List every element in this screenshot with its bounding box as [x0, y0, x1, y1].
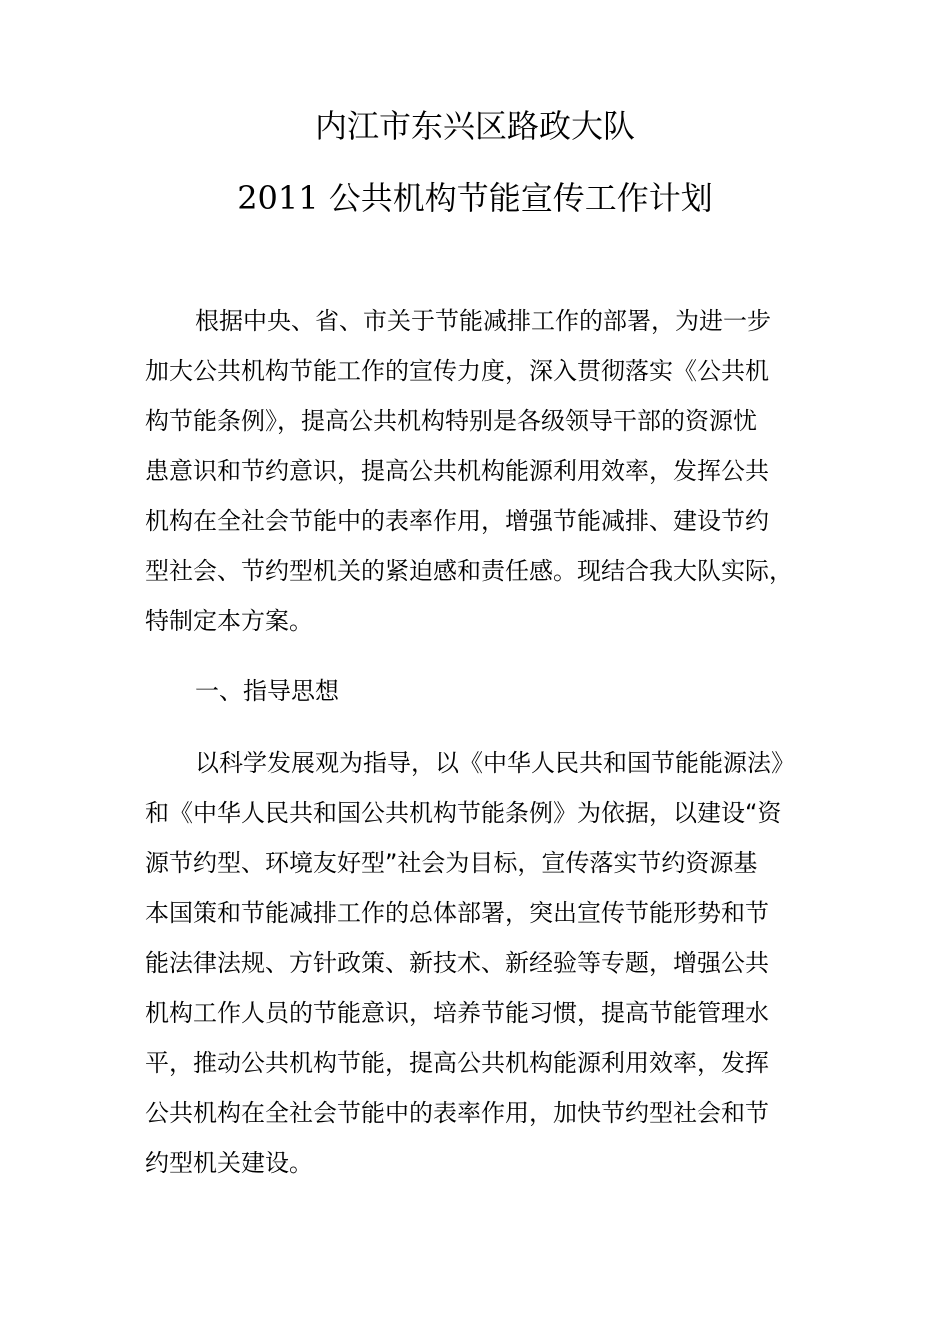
paragraph-1-line-1: 根据中央、省、市关于节能减排工作的部署，为进一步: [195, 307, 771, 335]
paragraph-1-line-2: 加大公共机构节能工作的宣传力度，深入贯彻落实《公共机: [145, 357, 769, 385]
paragraph-1-line-4: 患意识和节约意识，提高公共机构能源利用效率，发挥公共: [145, 457, 769, 485]
document-title-line-2: 2011 公共机构节能宣传工作计划: [237, 179, 713, 217]
paragraph-1-line-7: 特制定本方案。: [145, 607, 313, 635]
paragraph-2-line-1: 以科学发展观为指导，以《中华人民共和国节能能源法》: [195, 749, 795, 777]
paragraph-1-line-3: 构节能条例》，提高公共机构特别是各级领导干部的资源忧: [145, 407, 757, 435]
paragraph-2-line-3: 源节约型、环境友好型”社会为目标，宣传落实节约资源基: [145, 849, 758, 877]
paragraph-2-line-7: 平，推动公共机构节能，提高公共机构能源利用效率，发挥: [145, 1049, 769, 1077]
paragraph-1-line-6: 型社会、节约型机关的紧迫感和责任感。现结合我大队实际，: [145, 557, 793, 585]
paragraph-1-line-5: 机构在全社会节能中的表率作用，增强节能减排、建设节约: [145, 507, 769, 535]
paragraph-2-line-5: 能法律法规、方针政策、新技术、新经验等专题，增强公共: [145, 949, 769, 977]
paragraph-2-line-2: 和《中华人民共和国公共机构节能条例》为依据，以建设“资: [145, 799, 782, 827]
paragraph-2-line-8: 公共机构在全社会节能中的表率作用，加快节约型社会和节: [145, 1099, 769, 1127]
document-title-line-1: 内江市东兴区路政大队: [314, 107, 635, 145]
paragraph-2-line-6: 机构工作人员的节能意识，培养节能习惯，提高节能管理水: [145, 999, 769, 1027]
section-1-heading: 一、指导思想: [195, 677, 339, 705]
paragraph-2-line-9: 约型机关建设。: [145, 1149, 313, 1177]
paragraph-2-line-4: 本国策和节能减排工作的总体部署，突出宣传节能形势和节: [145, 899, 769, 927]
